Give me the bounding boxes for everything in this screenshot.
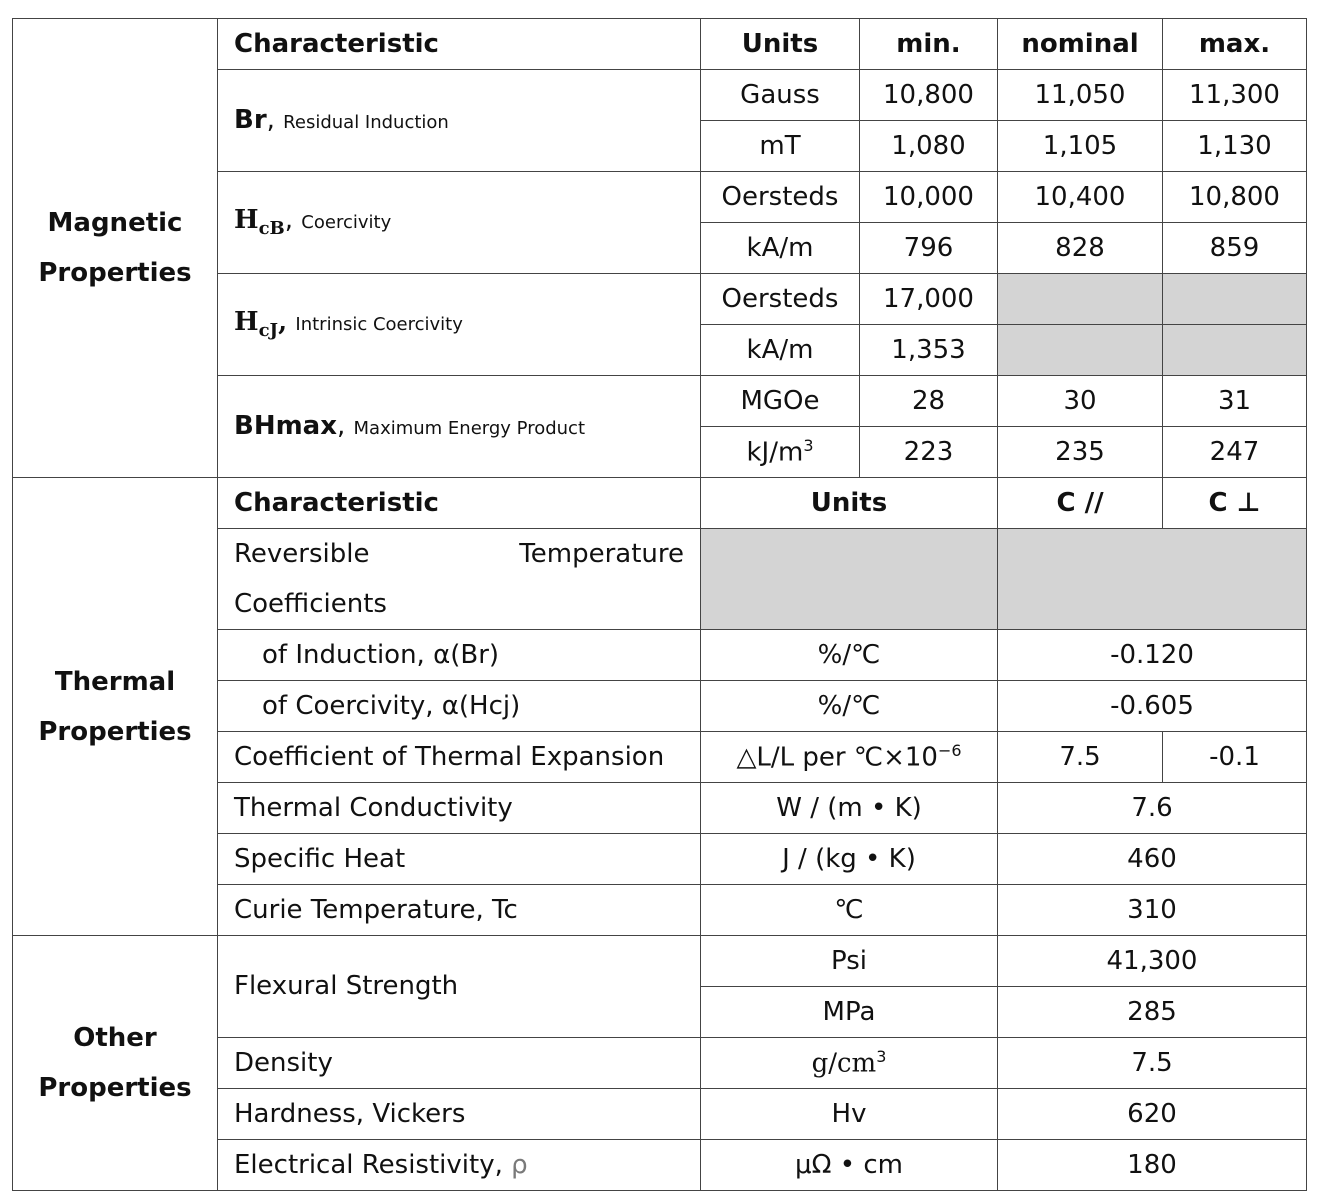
br-unit: mT [701,121,860,172]
thermal-expansion-units: △L/L per $℃\times 10^{-6}$ [701,732,998,783]
flexural-strength-value: 285 [998,987,1307,1038]
empty-cell [1163,325,1307,376]
bhmax-min: 28 [860,376,998,427]
bhmax-min: 223 [860,427,998,478]
flexural-strength-unit: MPa [701,987,998,1038]
hcj-min: 17,000 [860,274,998,325]
thermal-header-units: Units [701,478,998,529]
hardness-label: Hardness, Vickers [218,1089,701,1140]
hardness-units: Hv [701,1089,998,1140]
hcb-max: 10,800 [1163,172,1307,223]
header-characteristic: Characteristic [218,19,701,70]
bhmax-nominal: 235 [998,427,1163,478]
thermal-conductivity-units: W / (m • K) [701,783,998,834]
header-min: min. [860,19,998,70]
thermal-header-c-parallel: C // [998,478,1163,529]
thermal-header-c-perpendicular: C ⊥ [1163,478,1307,529]
hcb-max: 859 [1163,223,1307,274]
empty-cell [1163,274,1307,325]
thermal-header-characteristic: Characteristic [218,478,701,529]
density-units: $g/cm^3$ [701,1038,998,1089]
empty-cell [701,529,998,630]
section-other [13,936,218,1191]
section-other-line1: Other [73,1023,157,1053]
section-thermal [13,478,218,936]
bhmax-unit: $kJ/m^3$ [701,427,860,478]
hcb-nominal: 828 [998,223,1163,274]
hcb-label: $H_{cB}$, Coercivity [218,172,701,274]
empty-cell [998,325,1163,376]
resistivity-value: 180 [998,1140,1307,1191]
bhmax-max: 247 [1163,427,1307,478]
section-thermal-line2: Properties [38,716,192,747]
empty-cell [998,529,1307,630]
table-row [13,936,1307,987]
bhmax-unit: MGOe [701,376,860,427]
hcj-unit: kA/m [701,325,860,376]
specific-heat-units: J / (kg • K) [701,834,998,885]
hcb-nominal: 10,400 [998,172,1163,223]
header-max: max. [1163,19,1307,70]
thermal-conductivity-label: Thermal Conductivity [218,783,701,834]
hcj-label: $H_{cJ}$, Intrinsic Coercivity [218,274,701,376]
curie-temp-label: Curie Temperature, Tc [218,885,701,936]
induction-coeff-label: of Induction, α(Br) [218,630,701,681]
thermal-expansion-label: Coefficient of Thermal Expansion [218,732,701,783]
thermal-conductivity-value: 7.6 [998,783,1307,834]
hcb-unit: kA/m [701,223,860,274]
br-unit: Gauss [701,70,860,121]
hardness-value: 620 [998,1089,1307,1140]
thermal-expansion-c-parallel: 7.5 [998,732,1163,783]
header-nominal: nominal [998,19,1163,70]
resistivity-label: Electrical Resistivity, ρ [218,1140,701,1191]
coercivity-coeff-units: %/℃ [701,681,998,732]
density-label: Density [218,1038,701,1089]
specific-heat-label: Specific Heat [218,834,701,885]
bhmax-label: BHmax, Maximum Energy Product [218,376,701,478]
bhmax-nominal: 30 [998,376,1163,427]
br-nominal: 1,105 [998,121,1163,172]
magnetic-header-row [13,19,1307,70]
curie-temp-value: 310 [998,885,1307,936]
br-max: 1,130 [1163,121,1307,172]
induction-coeff-units: %/℃ [701,630,998,681]
header-units: Units [701,19,860,70]
thermal-header-row [13,478,1307,529]
curie-temp-units: ℃ [701,885,998,936]
section-other-line2: Properties [38,1073,192,1103]
hcj-unit: Oersteds [701,274,860,325]
induction-coeff-value: -0.120 [998,630,1307,681]
section-magnetic [13,19,218,478]
br-label: Br, Residual Induction [218,70,701,172]
properties-table [12,18,1307,1191]
hcj-min: 1,353 [860,325,998,376]
coercivity-coeff-label: of Coercivity, α(Hcj) [218,681,701,732]
thermal-expansion-c-perpendicular: -0.1 [1163,732,1307,783]
empty-cell [998,274,1163,325]
br-min: 1,080 [860,121,998,172]
flexural-strength-unit: Psi [701,936,998,987]
specific-heat-value: 460 [998,834,1307,885]
br-min: 10,800 [860,70,998,121]
hcb-min: 796 [860,223,998,274]
section-thermal-line1: Thermal [54,666,176,697]
section-magnetic-line2: Properties [38,258,192,288]
section-magnetic-line1: Magnetic [47,208,183,238]
reversible-temp-coeff-label: Reversible Temperature Coefficients [218,529,701,630]
flexural-strength-value: 41,300 [998,936,1307,987]
coercivity-coeff-value: -0.605 [998,681,1307,732]
density-value: 7.5 [998,1038,1307,1089]
flexural-strength-label: Flexural Strength [218,936,701,1038]
br-max: 11,300 [1163,70,1307,121]
hcb-min: 10,000 [860,172,998,223]
br-nominal: 11,050 [998,70,1163,121]
bhmax-max: 31 [1163,376,1307,427]
hcb-unit: Oersteds [701,172,860,223]
resistivity-units: μΩ • cm [701,1140,998,1191]
